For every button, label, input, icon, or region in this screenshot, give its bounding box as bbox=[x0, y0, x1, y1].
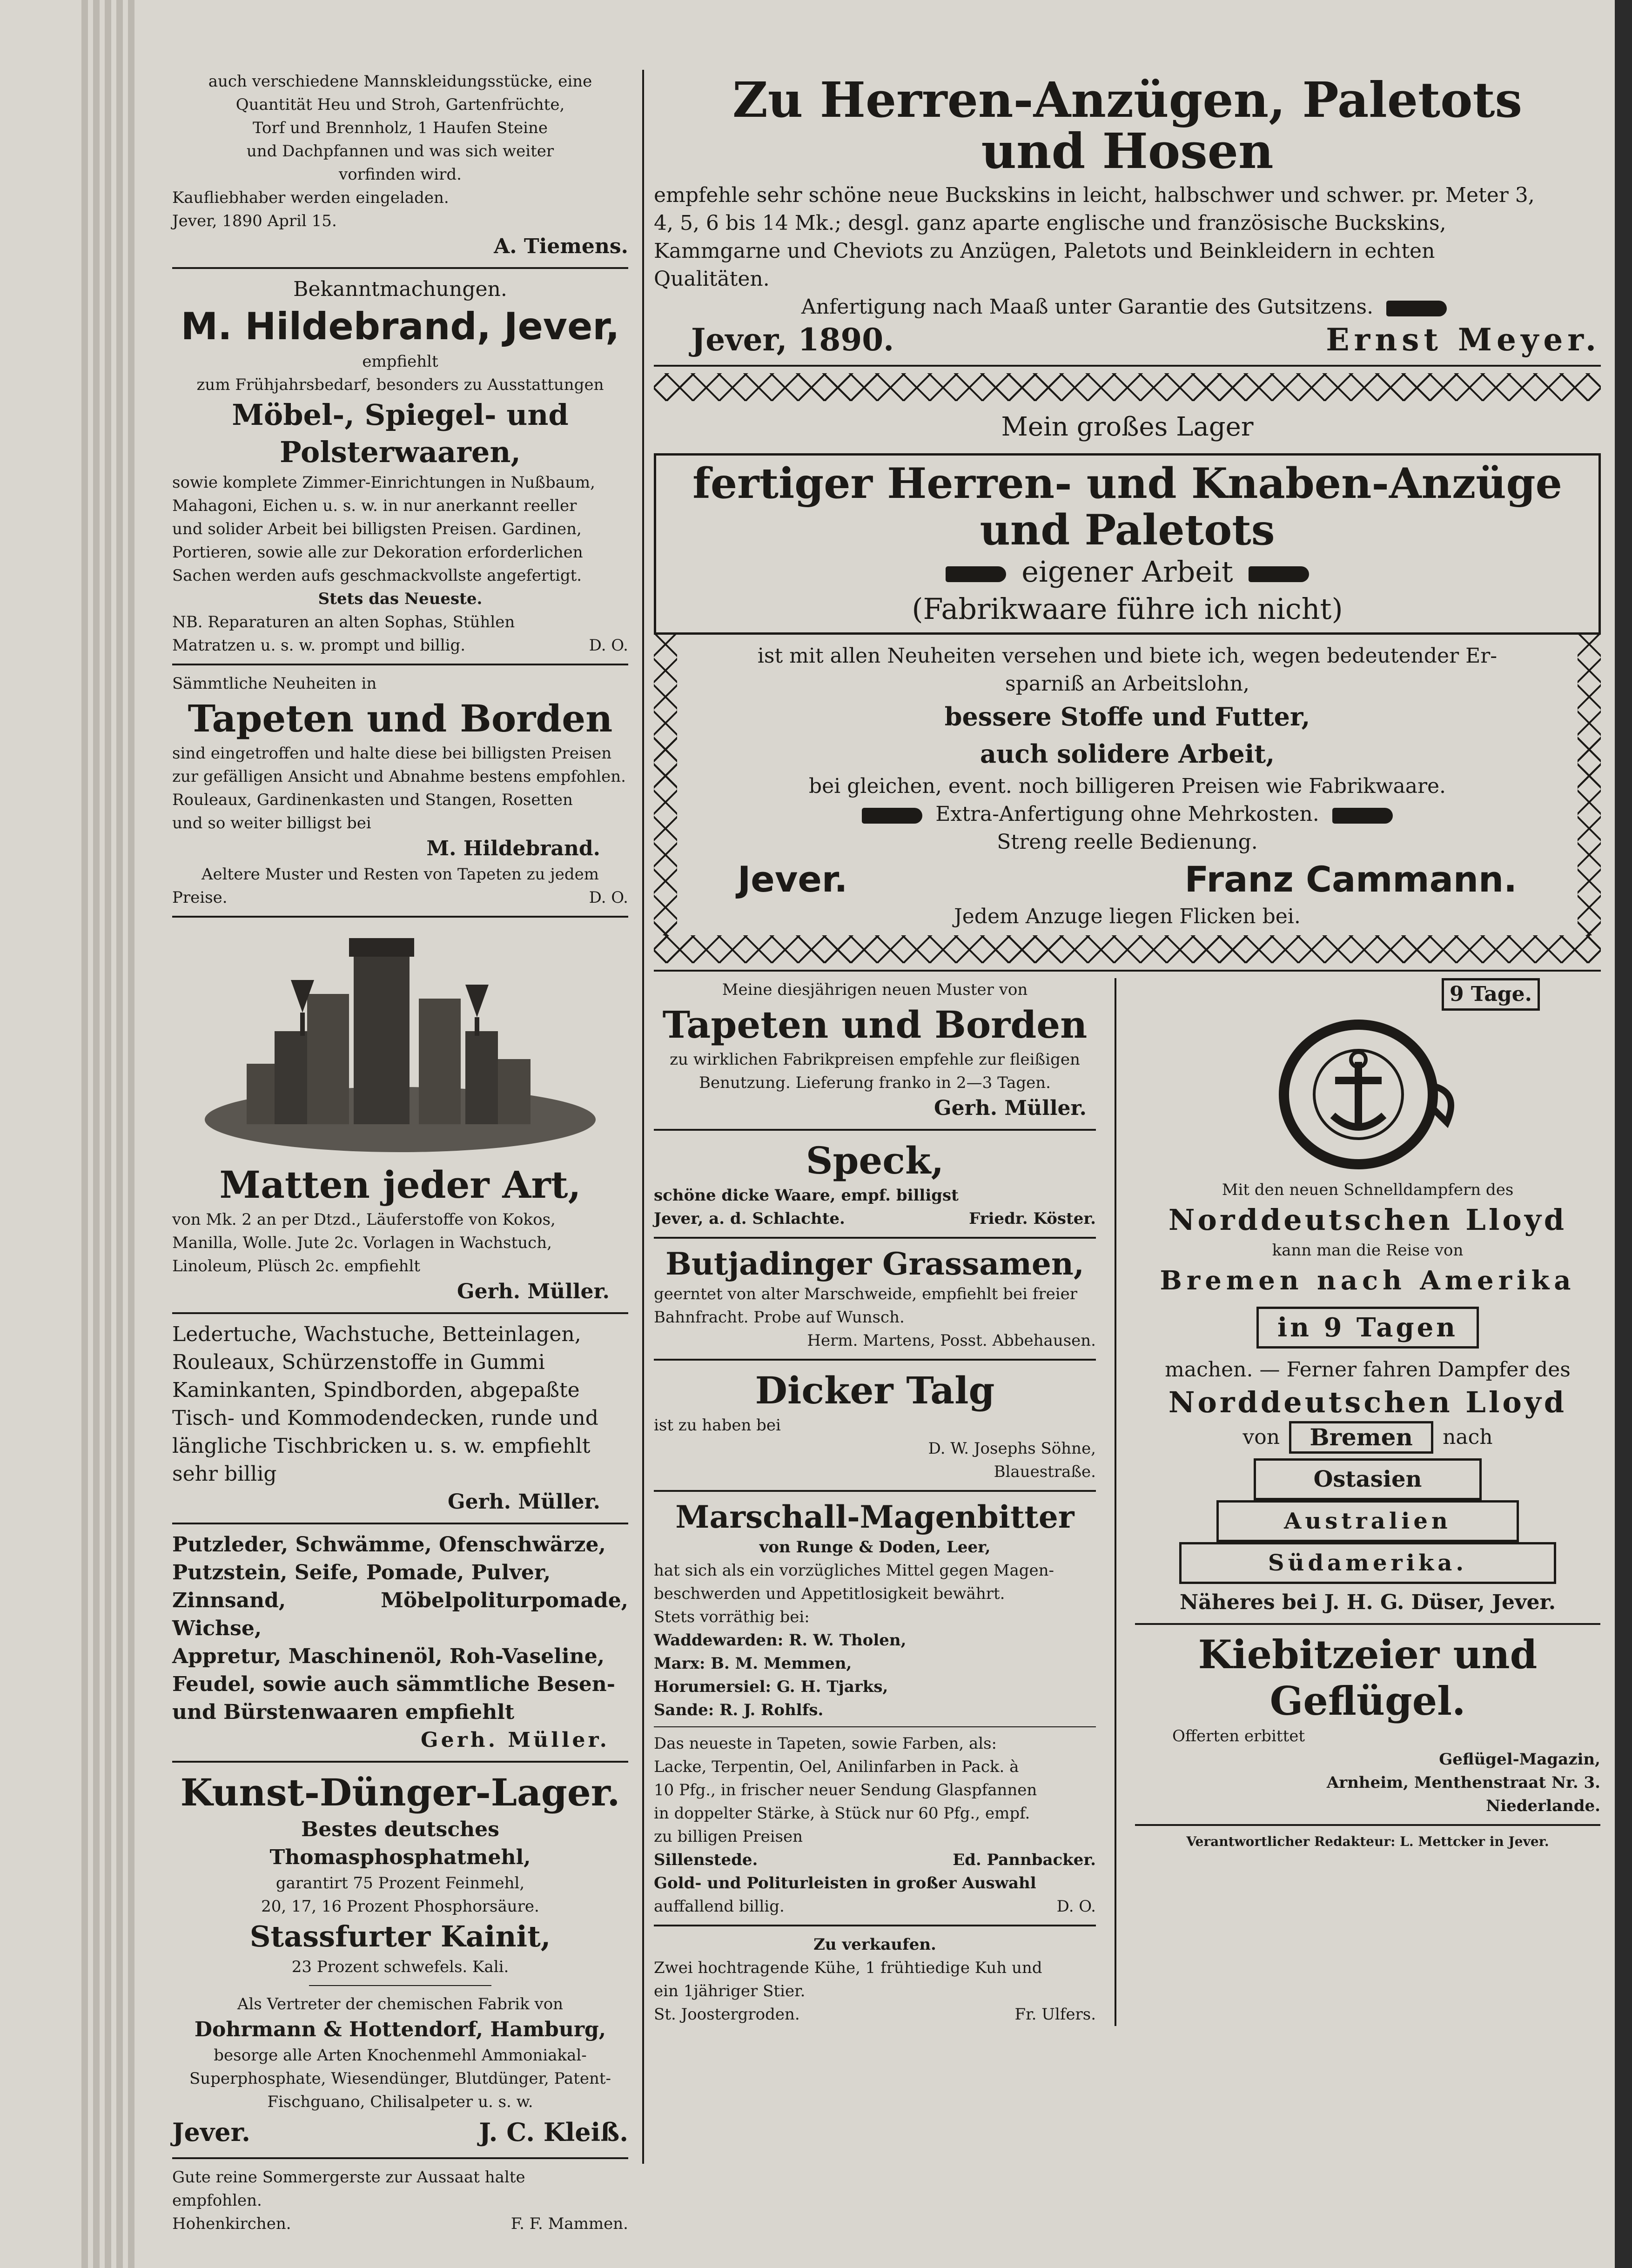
ad-heading: Polsterwaaren, bbox=[279, 435, 521, 469]
signature-row bbox=[172, 634, 628, 657]
ad-kiebitz bbox=[1135, 1631, 1600, 1818]
divider bbox=[172, 2157, 628, 2159]
days-badge bbox=[1135, 978, 1540, 1011]
text-line: Benutzung. Lieferung franko in 2—3 Tagen. bbox=[699, 1074, 1051, 1092]
text-line: Qualitäten. bbox=[654, 267, 770, 291]
text-line bbox=[654, 293, 1601, 321]
divider bbox=[654, 365, 1601, 367]
text-line: längliche Tischbricken u. s. w. empfiehlt bbox=[172, 1434, 591, 1458]
signature: M. Hildebrand. bbox=[426, 837, 600, 860]
lower-right-area bbox=[654, 978, 1601, 2026]
route-row bbox=[1135, 1421, 1600, 1454]
page-edge bbox=[116, 0, 123, 2268]
text-line: Zwei hochtragende Kühe, 1 frühtiedige Kuh und bbox=[654, 1959, 1042, 1977]
divider bbox=[309, 1985, 491, 1986]
ad-title: Matten jeder Art, bbox=[219, 1163, 581, 1207]
text-line: Offerten erbittet bbox=[1172, 1727, 1305, 1745]
signature: F. F. Mammen. bbox=[510, 2214, 628, 2233]
text-line: Linoleum, Plüsch 2c. empfiehlt bbox=[172, 1257, 421, 1275]
text-line: Arnheim, Menthenstraat Nr. 3. bbox=[1326, 1773, 1600, 1792]
place: Hohenkirchen. bbox=[172, 2214, 291, 2233]
page-edge bbox=[93, 0, 100, 2268]
ad-meyer bbox=[654, 70, 1601, 358]
text-line: Superphosphate, Wiesendünger, Blutdünger, Patent- bbox=[189, 2069, 611, 2088]
ad-pannbacker bbox=[654, 1732, 1096, 1918]
text-line: in doppelter Stärke, à Stück nur 60 Pfg., empf. bbox=[654, 1804, 1030, 1823]
ad-heading: Mein großes Lager bbox=[1001, 412, 1254, 442]
text-line: Blauestraße. bbox=[994, 1463, 1096, 1481]
column-divider bbox=[642, 70, 644, 2164]
ad-verkaufen bbox=[654, 1933, 1096, 2026]
divider bbox=[172, 267, 628, 269]
ad-title: Marschall-Magenbitter bbox=[675, 1499, 1075, 1535]
text-line: D. W. Josephs Söhne, bbox=[928, 1439, 1096, 1458]
text-line: zur gefälligen Ansicht und Abnahme bestens empfohlen. bbox=[172, 767, 626, 786]
text-line: Niederlande. bbox=[1486, 1797, 1600, 1815]
ad-heading: Möbel-, Spiegel- und bbox=[232, 398, 569, 432]
text-line: vorfinden wird. bbox=[339, 165, 462, 184]
signature-row bbox=[654, 1895, 1096, 1918]
ad-heading: Norddeutschen Lloyd bbox=[1168, 1385, 1567, 1419]
text-line: ist mit allen Neuheiten versehen und biete ich, wegen bedeutender Er- bbox=[757, 644, 1498, 668]
text-line: 20, 17, 16 Prozent Phosphorsäure. bbox=[261, 1897, 539, 1916]
text-line: Näheres bei J. H. G. Düser, Jever. bbox=[1179, 1590, 1556, 1614]
signature: Herm. Martens, Posst. Abbehausen. bbox=[807, 1331, 1096, 1350]
cross-framed-body bbox=[654, 635, 1601, 935]
text-line: machen. — Ferner fahren Dampfer des bbox=[1165, 1358, 1571, 1382]
mats-illustration bbox=[172, 924, 628, 1157]
divider bbox=[654, 1925, 1096, 1926]
pointing-hand-icon bbox=[946, 566, 1006, 582]
text-line: garantirt 75 Prozent Feinmehl, bbox=[275, 1874, 525, 1892]
highlight-box: in 9 Tagen bbox=[1256, 1307, 1479, 1349]
ad-title: und Hosen bbox=[981, 122, 1274, 180]
divider bbox=[654, 1490, 1096, 1492]
destination-box: Ostasien bbox=[1254, 1458, 1482, 1500]
signature-row bbox=[654, 1207, 1096, 1230]
ad-title: Tapeten und Borden bbox=[662, 1003, 1088, 1047]
dealer: Horumersiel: G. H. Tjarks, bbox=[654, 1678, 888, 1696]
dealer: Waddewarden: R. W. Tholen, bbox=[654, 1631, 907, 1650]
text-line: eigener Arbeit bbox=[1021, 555, 1233, 589]
pointing-hand-icon bbox=[1386, 301, 1447, 316]
signature: A. Tiemens. bbox=[494, 235, 628, 258]
sub-column-divider bbox=[1115, 978, 1116, 2026]
destination-box: Südamerika. bbox=[1179, 1542, 1556, 1584]
signature-row bbox=[172, 2212, 628, 2235]
signature: Gerh. Müller. bbox=[421, 1728, 610, 1752]
text-line: Lacke, Terpentin, Oel, Anilinfarben in Pack. à bbox=[654, 1758, 1019, 1776]
signature-row bbox=[654, 1848, 1096, 1872]
divider bbox=[172, 1523, 628, 1524]
cross-border bbox=[654, 373, 1601, 401]
text-line: sind eingetroffen und halte diese bei billigsten Preisen bbox=[172, 744, 612, 763]
text-line: zum Frühjahrsbedarf, besonders zu Ausstattungen bbox=[196, 376, 604, 394]
place: Jever, 1890. bbox=[691, 322, 894, 358]
text-line: nach bbox=[1443, 1425, 1493, 1449]
text-line: Als Vertreter der chemischen Fabrik von bbox=[237, 1995, 564, 2013]
text-line: schöne dicke Waare, empf. billigst bbox=[654, 1186, 959, 1205]
divider bbox=[172, 664, 628, 665]
ad-heading: Bremen nach Amerika bbox=[1160, 1265, 1576, 1296]
text-line: Bahnfracht. Probe auf Wunsch. bbox=[654, 1308, 905, 1327]
ad-title: fertiger Herren- und Knaben-Anzüge bbox=[692, 459, 1562, 508]
highlight-row bbox=[1135, 1307, 1600, 1349]
place: St. Joostergroden. bbox=[654, 2005, 800, 2024]
text-line: Manilla, Wolle. Jute 2c. Vorlagen in Wachstuch, bbox=[172, 1234, 552, 1252]
text-line: und Bürstenwaaren empfiehlt bbox=[172, 1700, 515, 1724]
divider bbox=[654, 970, 1601, 972]
text-line: Torf und Brennholz, 1 Haufen Steine bbox=[252, 119, 548, 137]
ad-putzleder bbox=[172, 1531, 628, 1754]
text-line: hat sich als ein vorzügliches Mittel gegen Magen- bbox=[654, 1561, 1054, 1580]
text-line: Fischguano, Chilisalpeter u. s. w. bbox=[267, 2093, 533, 2111]
text-line: Mit den neuen Schnelldampfern des bbox=[1222, 1181, 1514, 1199]
text-line: Sämmtliche Neuheiten in bbox=[172, 674, 377, 693]
text-line: 4, 5, 6 bis 14 Mk.; desgl. ganz aparte englische und französische Buckskins, bbox=[654, 211, 1446, 235]
text-line: empfohlen. bbox=[172, 2191, 262, 2210]
text-line: bei gleichen, event. noch billigeren Preisen wie Fabrikwaare. bbox=[808, 774, 1446, 798]
ad-ledertuche bbox=[172, 1321, 628, 1516]
ad-heading: Stassfurter Kainit, bbox=[249, 1919, 551, 1953]
sub-column-right bbox=[1135, 978, 1600, 2026]
text-line: Ledertuche, Wachstuche, Betteinlagen, bbox=[172, 1322, 581, 1346]
ad-tapeten-hildebrand bbox=[172, 672, 628, 909]
ad-title: Dicker Talg bbox=[755, 1369, 995, 1412]
ad-title: Kunst-Dünger-Lager. bbox=[180, 1771, 620, 1814]
text-line bbox=[670, 553, 1585, 590]
text-line: auch solidere Arbeit, bbox=[980, 739, 1275, 769]
lloyd-emblem bbox=[1135, 1015, 1600, 1174]
text-line: Extra-Anfertigung ohne Mehrkosten. bbox=[935, 802, 1319, 826]
date-line: Jever, 1890 April 15. bbox=[172, 212, 337, 230]
route-box: Bremen bbox=[1289, 1421, 1433, 1454]
divider bbox=[172, 1312, 628, 1314]
ad-title: Speck, bbox=[806, 1139, 944, 1182]
destination-box: Australien bbox=[1216, 1500, 1519, 1542]
text-line: von Mk. 2 an per Dtzd., Läuferstoffe von Kokos, bbox=[172, 1210, 556, 1229]
text-line: Meine diesjährigen neuen Muster von bbox=[722, 980, 1028, 999]
ad-matten bbox=[172, 1161, 628, 1306]
pointing-hand-icon bbox=[862, 808, 922, 824]
pointing-hand-icon bbox=[1249, 566, 1309, 582]
dealer: Marx: B. M. Memmen, bbox=[654, 1654, 852, 1673]
lloyd-anchor-icon bbox=[1270, 1015, 1465, 1174]
text-line: Zinnsand, Möbelpoliturpomade, Wichse, bbox=[172, 1589, 628, 1640]
text-line: zu billigen Preisen bbox=[654, 1827, 803, 1846]
ad-title: und Paletots bbox=[980, 505, 1275, 555]
page-edge bbox=[105, 0, 111, 2268]
divider bbox=[654, 1726, 1096, 1727]
text-line: Appretur, Maschinenöl, Roh-Vaseline, bbox=[172, 1644, 605, 1668]
ad-subtitle: Bestes deutsches Thomasphosphatmehl, bbox=[269, 1818, 531, 1869]
ad-heading: Norddeutschen Lloyd bbox=[1168, 1203, 1567, 1237]
ad-heading: Dohrmann & Hottendorf, Hamburg, bbox=[194, 2018, 606, 2041]
text-line: Stets vorräthig bei: bbox=[654, 1608, 810, 1626]
text-line: ein 1jähriger Stier. bbox=[654, 1982, 806, 2000]
text-line: Mahagoni, Eichen u. s. w. in nur anerkannt reeller bbox=[172, 497, 577, 515]
text-line: Tisch- und Kommodendecken, runde und bbox=[172, 1406, 598, 1430]
ad-hildebrand bbox=[172, 303, 628, 657]
ad-title: Kiebitzeier und Geflügel. bbox=[1198, 1631, 1538, 1724]
ad-title: Butjadinger Grassamen, bbox=[665, 1246, 1084, 1282]
text-line: Rouleaux, Gardinenkasten und Stangen, Rosetten bbox=[172, 791, 573, 809]
text-line: von bbox=[1242, 1425, 1280, 1449]
text-line: (Fabrikwaare führe ich nicht) bbox=[912, 592, 1343, 626]
mats-illustration-image bbox=[200, 924, 600, 1157]
text-line: und so weiter billigst bei bbox=[172, 814, 371, 832]
destination-stack bbox=[1135, 1454, 1600, 1584]
ad-subtitle: von Runge & Doden, Leer, bbox=[759, 1538, 991, 1557]
signature: Gerh. Müller. bbox=[457, 1280, 610, 1303]
text-line: sowie komplete Zimmer-Einrichtungen in Nußbaum, bbox=[172, 473, 595, 492]
left-column bbox=[172, 70, 628, 2235]
text-line: Feudel, sowie auch sämmtliche Besen- bbox=[172, 1672, 615, 1696]
ad-grassamen bbox=[654, 1245, 1096, 1352]
sub-column-left bbox=[654, 978, 1096, 2026]
text-line: auch verschiedene Mannskleidungsstücke, eine bbox=[208, 72, 592, 91]
text-line bbox=[682, 800, 1573, 828]
text-line: Sachen werden aufs geschmackvollste angefertigt. bbox=[172, 566, 582, 585]
signature: Ernst Meyer. bbox=[1326, 322, 1601, 358]
text-line: ist zu haben bei bbox=[654, 1416, 781, 1435]
text-line: Geflügel-Magazin, bbox=[1439, 1750, 1600, 1769]
text-line: Jedem Anzuge liegen Flicken bei. bbox=[954, 905, 1301, 928]
ad-title: M. Hildebrand, Jever, bbox=[181, 305, 620, 348]
days-label: 9 Tage. bbox=[1442, 978, 1540, 1011]
text-line: und solider Arbeit bei billigsten Preisen. Gardinen, bbox=[172, 520, 582, 538]
signature-row bbox=[172, 886, 628, 909]
divider bbox=[654, 1129, 1096, 1131]
text-line: Putzstein, Seife, Pomade, Pulver, bbox=[172, 1561, 551, 1584]
page-edge bbox=[128, 0, 134, 2268]
page-edge bbox=[81, 0, 88, 2268]
imprint: Verantwortlicher Redakteur: L. Mettcker in Jever. bbox=[1186, 1834, 1549, 1849]
text-line: Kaminkanten, Spindborden, abgepaßte bbox=[172, 1378, 580, 1402]
divider bbox=[1135, 1623, 1600, 1625]
text-line: Kaufliebhaber werden eingeladen. bbox=[172, 188, 449, 207]
text-line: sparniß an Arbeitslohn, bbox=[1005, 672, 1249, 696]
text-line: Das neueste in Tapeten, sowie Farben, als: bbox=[654, 1734, 997, 1753]
signature: J. C. Kleiß. bbox=[479, 2117, 628, 2147]
text-line: beschwerden und Appetitlosigkeit bewährt. bbox=[654, 1584, 1005, 1603]
text-line: geerntet von alter Marschweide, empfiehlt bei freier bbox=[654, 1285, 1078, 1303]
framed-heading bbox=[654, 453, 1601, 635]
text-line: Putzleder, Schwämme, Ofenschwärze, bbox=[172, 1533, 606, 1557]
ad-title: Zu Herren-Anzügen, Paletots bbox=[732, 71, 1523, 128]
text-line: 23 Prozent schwefels. Kali. bbox=[291, 1958, 509, 1976]
text-line: Aeltere Muster und Resten von Tapeten zu jedem bbox=[201, 865, 599, 884]
place: Jever, a. d. Schlachte. bbox=[654, 1209, 845, 1228]
text-line: sehr billig bbox=[172, 1462, 277, 1486]
text-line: Gute reine Sommergerste zur Aussaat halte bbox=[172, 2168, 525, 2187]
signature: Franz Cammann. bbox=[1184, 859, 1517, 900]
text-line: Rouleaux, Schürzenstoffe in Gummi bbox=[172, 1350, 545, 1374]
text-line: besorge alle Arten Knochenmehl Ammoniakal- bbox=[214, 2046, 587, 2065]
divider bbox=[172, 1761, 628, 1763]
signature-row bbox=[172, 2114, 628, 2151]
signature: Fr. Ulfers. bbox=[1014, 2005, 1096, 2024]
text-line: Stets das Neueste. bbox=[318, 590, 483, 608]
ad-duenger bbox=[172, 1769, 628, 2151]
place: Sillenstede. bbox=[654, 1851, 758, 1869]
divider bbox=[1135, 1824, 1600, 1826]
right-column bbox=[654, 70, 1601, 2026]
divider bbox=[172, 916, 628, 918]
text-line: Portieren, sowie alle zur Dekoration erforderlichen bbox=[172, 543, 583, 562]
place: Jever. bbox=[738, 859, 848, 900]
text-line: Streng reelle Bedienung. bbox=[997, 830, 1258, 854]
signature: D. O. bbox=[589, 888, 628, 907]
text-line: und Dachpfannen und was sich weiter bbox=[246, 142, 554, 161]
ad-cammann bbox=[654, 373, 1601, 963]
ad-title: Zu verkaufen. bbox=[813, 1935, 936, 1954]
ad-title: Tapeten und Borden bbox=[188, 697, 613, 740]
text-line: zu wirklichen Fabrikpreisen empfehle zur fleißigen bbox=[670, 1050, 1080, 1069]
signature-row bbox=[682, 856, 1573, 903]
signature: Gerh. Müller. bbox=[934, 1096, 1087, 1120]
ad-speck bbox=[654, 1137, 1096, 1230]
signature-row bbox=[654, 2003, 1096, 2026]
cross-border bbox=[654, 935, 1601, 963]
text-line: empfiehlt bbox=[362, 352, 438, 371]
ad-magenbitter bbox=[654, 1498, 1096, 1722]
text-line: auffallend billig. bbox=[654, 1897, 785, 1916]
signature: Friedr. Köster. bbox=[969, 1209, 1096, 1228]
text-line: NB. Reparaturen an alten Sophas, Stühlen bbox=[172, 613, 515, 631]
ad-gerste bbox=[172, 2166, 628, 2235]
signature: D. O. bbox=[1056, 1897, 1096, 1916]
text-line: Gold- und Politurleisten in großer Auswahl bbox=[654, 1874, 1036, 1892]
text-line: 10 Pfg., in frischer neuer Sendung Glaspfannen bbox=[654, 1781, 1037, 1799]
section-heading: Bekanntmachungen. bbox=[293, 277, 507, 301]
text-line: empfehle sehr schöne neue Buckskins in leicht, halbschwer und schwer. pr. Meter 3, bbox=[654, 183, 1535, 207]
signature: Ed. Pannbacker. bbox=[953, 1851, 1096, 1869]
signature: Gerh. Müller. bbox=[448, 1490, 600, 1514]
text-line: Preise. bbox=[172, 888, 228, 907]
text-line: bessere Stoffe und Futter, bbox=[944, 702, 1310, 731]
divider bbox=[654, 1237, 1096, 1239]
dealer: Sande: R. J. Rohlfs. bbox=[654, 1701, 824, 1719]
text-line: Matratzen u. s. w. prompt und billig. bbox=[172, 636, 466, 655]
ad-tapeten-mueller bbox=[654, 978, 1096, 1122]
ad-talg bbox=[654, 1367, 1096, 1483]
divider bbox=[654, 1359, 1096, 1361]
text-line: Kammgarne und Cheviots zu Anzügen, Paletots und Beinkleidern in echten bbox=[654, 239, 1435, 263]
ad-lloyd bbox=[1135, 978, 1600, 1617]
signature: D. O. bbox=[589, 636, 628, 655]
text-line: Anfertigung nach Maaß unter Garantie des Gutsitzens. bbox=[801, 295, 1374, 319]
signature-row bbox=[654, 321, 1601, 358]
place: Jever. bbox=[172, 2117, 250, 2147]
text-line: kann man die Reise von bbox=[1272, 1241, 1464, 1260]
ad-tiemens bbox=[172, 70, 628, 261]
text-line: Quantität Heu und Stroh, Gartenfrüchte, bbox=[235, 95, 565, 114]
pointing-hand-icon bbox=[1332, 808, 1393, 824]
